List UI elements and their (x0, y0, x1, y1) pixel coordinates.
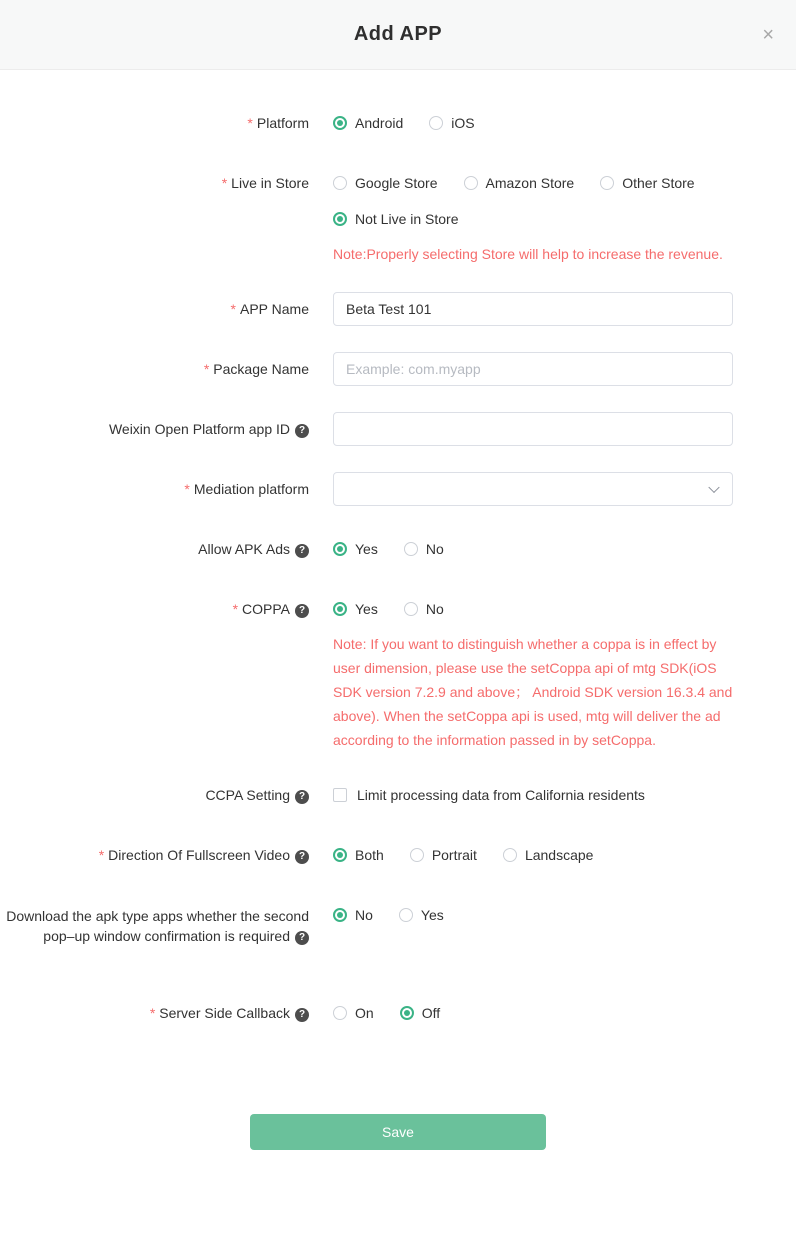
radio-callback-off[interactable] (400, 1005, 440, 1021)
checkbox-icon (333, 788, 347, 802)
radio-label: iOS (451, 115, 475, 131)
ccpa-setting-label-text: CCPA Setting (205, 787, 290, 803)
radio-coppa-yes[interactable] (333, 601, 378, 617)
live-in-store-radio-group (333, 166, 733, 200)
radio-label: Landscape (524, 847, 594, 863)
radio-icon (333, 848, 347, 862)
form-row-fullscreen-direction (0, 838, 796, 872)
radio-label: On (355, 1005, 374, 1021)
form-row-ccpa-setting (0, 778, 796, 812)
form-row-allow-apk-ads (0, 532, 796, 566)
modal-header (0, 0, 796, 70)
form-row-platform (0, 106, 796, 140)
help-icon[interactable]: ? (295, 1008, 309, 1022)
fullscreen-direction-label-text: Direction Of Fullscreen Video (108, 847, 290, 863)
radio-callback-on[interactable] (333, 1005, 374, 1021)
radio-label: Yes (355, 601, 378, 617)
mediation-platform-label (0, 472, 333, 506)
weixin-app-id-label-text: Weixin Open Platform app ID (108, 421, 290, 437)
live-in-store-radio-group-row2 (333, 202, 733, 236)
help-icon[interactable]: ? (295, 424, 309, 438)
live-in-store-note: Note:Properly selecting Store will help to increase the revenue. (333, 246, 723, 262)
radio-icon (333, 602, 347, 616)
required-asterisk: * (149, 1005, 156, 1021)
save-button[interactable]: Save (250, 1114, 546, 1150)
radio-label: Portrait (431, 847, 477, 863)
radio-direction-landscape[interactable] (503, 847, 594, 863)
radio-direction-both[interactable] (333, 847, 384, 863)
modal-title: Add APP (353, 23, 443, 45)
platform-radio-group (333, 106, 733, 140)
radio-label: No (425, 601, 444, 617)
radio-other-store[interactable] (600, 175, 694, 191)
mediation-platform-select[interactable] (333, 472, 733, 506)
radio-icon (333, 212, 347, 226)
live-in-store-label-text: Live in Store (231, 175, 309, 191)
radio-label: Amazon Store (485, 175, 575, 191)
form-row-weixin-app-id (0, 412, 796, 446)
package-name-input[interactable] (333, 352, 733, 386)
radio-icon (333, 116, 347, 130)
radio-label: No (425, 541, 444, 557)
radio-icon (333, 908, 347, 922)
radio-google-store[interactable] (333, 175, 438, 191)
radio-icon (404, 602, 418, 616)
radio-amazon-store[interactable] (464, 175, 575, 191)
required-asterisk: * (232, 601, 239, 617)
radio-label: Google Store (355, 175, 438, 191)
weixin-app-id-label (0, 412, 333, 446)
coppa-radio-group (333, 592, 733, 626)
apk-confirmation-label-text: Download the apk type apps whether the second pop–up window confirmation is required (6, 908, 309, 944)
server-side-callback-label-text: Server Side Callback (159, 1005, 290, 1021)
server-side-callback-label (0, 996, 333, 1030)
radio-apk-confirm-yes[interactable] (399, 907, 444, 923)
required-asterisk: * (247, 115, 253, 131)
radio-label: No (355, 907, 373, 923)
ccpa-checkbox-row[interactable] (333, 778, 733, 812)
fullscreen-direction-label (0, 838, 333, 872)
radio-icon (399, 908, 413, 922)
radio-icon (464, 176, 478, 190)
radio-label: Both (355, 847, 384, 863)
form-row-app-name (0, 292, 796, 326)
server-side-callback-radio-group (333, 996, 733, 1030)
coppa-label (0, 592, 333, 626)
allow-apk-ads-radio-group (333, 532, 733, 566)
help-icon[interactable]: ? (295, 931, 309, 945)
required-asterisk: * (203, 361, 210, 377)
package-name-label-text: Package Name (213, 361, 309, 377)
radio-android[interactable] (333, 115, 403, 131)
radio-allow-apk-yes[interactable] (333, 541, 378, 557)
radio-direction-portrait[interactable] (410, 847, 477, 863)
modal-footer (0, 1056, 796, 1177)
close-icon[interactable]: × (762, 23, 774, 46)
radio-allow-apk-no[interactable] (404, 541, 444, 557)
form-row-apk-confirmation (0, 898, 796, 946)
radio-label: Other Store (622, 175, 695, 191)
apk-confirmation-radio-group (333, 898, 733, 932)
fullscreen-direction-radio-group (333, 838, 733, 872)
form-row-live-in-store (0, 166, 796, 266)
apk-confirmation-label (0, 898, 333, 946)
radio-icon (333, 1006, 347, 1020)
chevron-down-icon (708, 482, 719, 493)
radio-coppa-no[interactable] (404, 601, 444, 617)
radio-label: Off (421, 1005, 441, 1021)
coppa-label-text: COPPA (242, 601, 290, 617)
radio-ios[interactable] (429, 115, 474, 131)
radio-label: Android (355, 115, 404, 131)
weixin-app-id-input[interactable] (333, 412, 733, 446)
radio-apk-confirm-no[interactable] (333, 907, 373, 923)
app-name-label-text: APP Name (240, 301, 309, 317)
radio-icon (410, 848, 424, 862)
platform-label (0, 106, 333, 140)
app-name-input[interactable] (333, 292, 733, 326)
radio-icon (400, 1006, 414, 1020)
form-row-mediation-platform (0, 472, 796, 506)
mediation-platform-label-text: Mediation platform (193, 481, 309, 497)
required-asterisk: * (221, 175, 228, 191)
radio-icon (600, 176, 614, 190)
required-asterisk: * (98, 847, 105, 863)
coppa-note: Note: If you want to distinguish whether a coppa is in effect by user dimension, please use the setCoppa api of mtg SDK(iOS SDK version 7.2.9 and above； Android SDK version 16.3.4 and above). When the setCoppa api is used, mtg will deliver the ad according to the information passed in by setCoppa. (333, 636, 733, 748)
platform-label-text: Platform (256, 115, 309, 131)
package-name-label (0, 352, 333, 386)
radio-label: Yes (420, 907, 444, 923)
app-name-label (0, 292, 333, 326)
radio-icon (429, 116, 443, 130)
form-row-server-side-callback (0, 996, 796, 1030)
radio-not-live-in-store[interactable] (333, 211, 459, 227)
help-icon[interactable]: ? (295, 790, 309, 804)
radio-icon (503, 848, 517, 862)
add-app-form (0, 70, 796, 1030)
form-row-coppa (0, 592, 796, 752)
radio-label: Yes (355, 541, 378, 557)
ccpa-setting-label (0, 778, 333, 812)
required-asterisk: * (230, 301, 236, 317)
radio-icon (404, 542, 418, 556)
live-in-store-label (0, 166, 333, 200)
help-icon[interactable]: ? (295, 544, 309, 558)
radio-icon (333, 176, 347, 190)
radio-label: Not Live in Store (355, 211, 459, 227)
checkbox-label: Limit processing data from California residents (357, 787, 645, 803)
form-row-package-name (0, 352, 796, 386)
help-icon[interactable]: ? (295, 850, 309, 864)
required-asterisk: * (184, 481, 190, 497)
radio-icon (333, 542, 347, 556)
help-icon[interactable]: ? (295, 604, 309, 618)
allow-apk-ads-label-text: Allow APK Ads (198, 541, 290, 557)
allow-apk-ads-label (0, 532, 333, 566)
